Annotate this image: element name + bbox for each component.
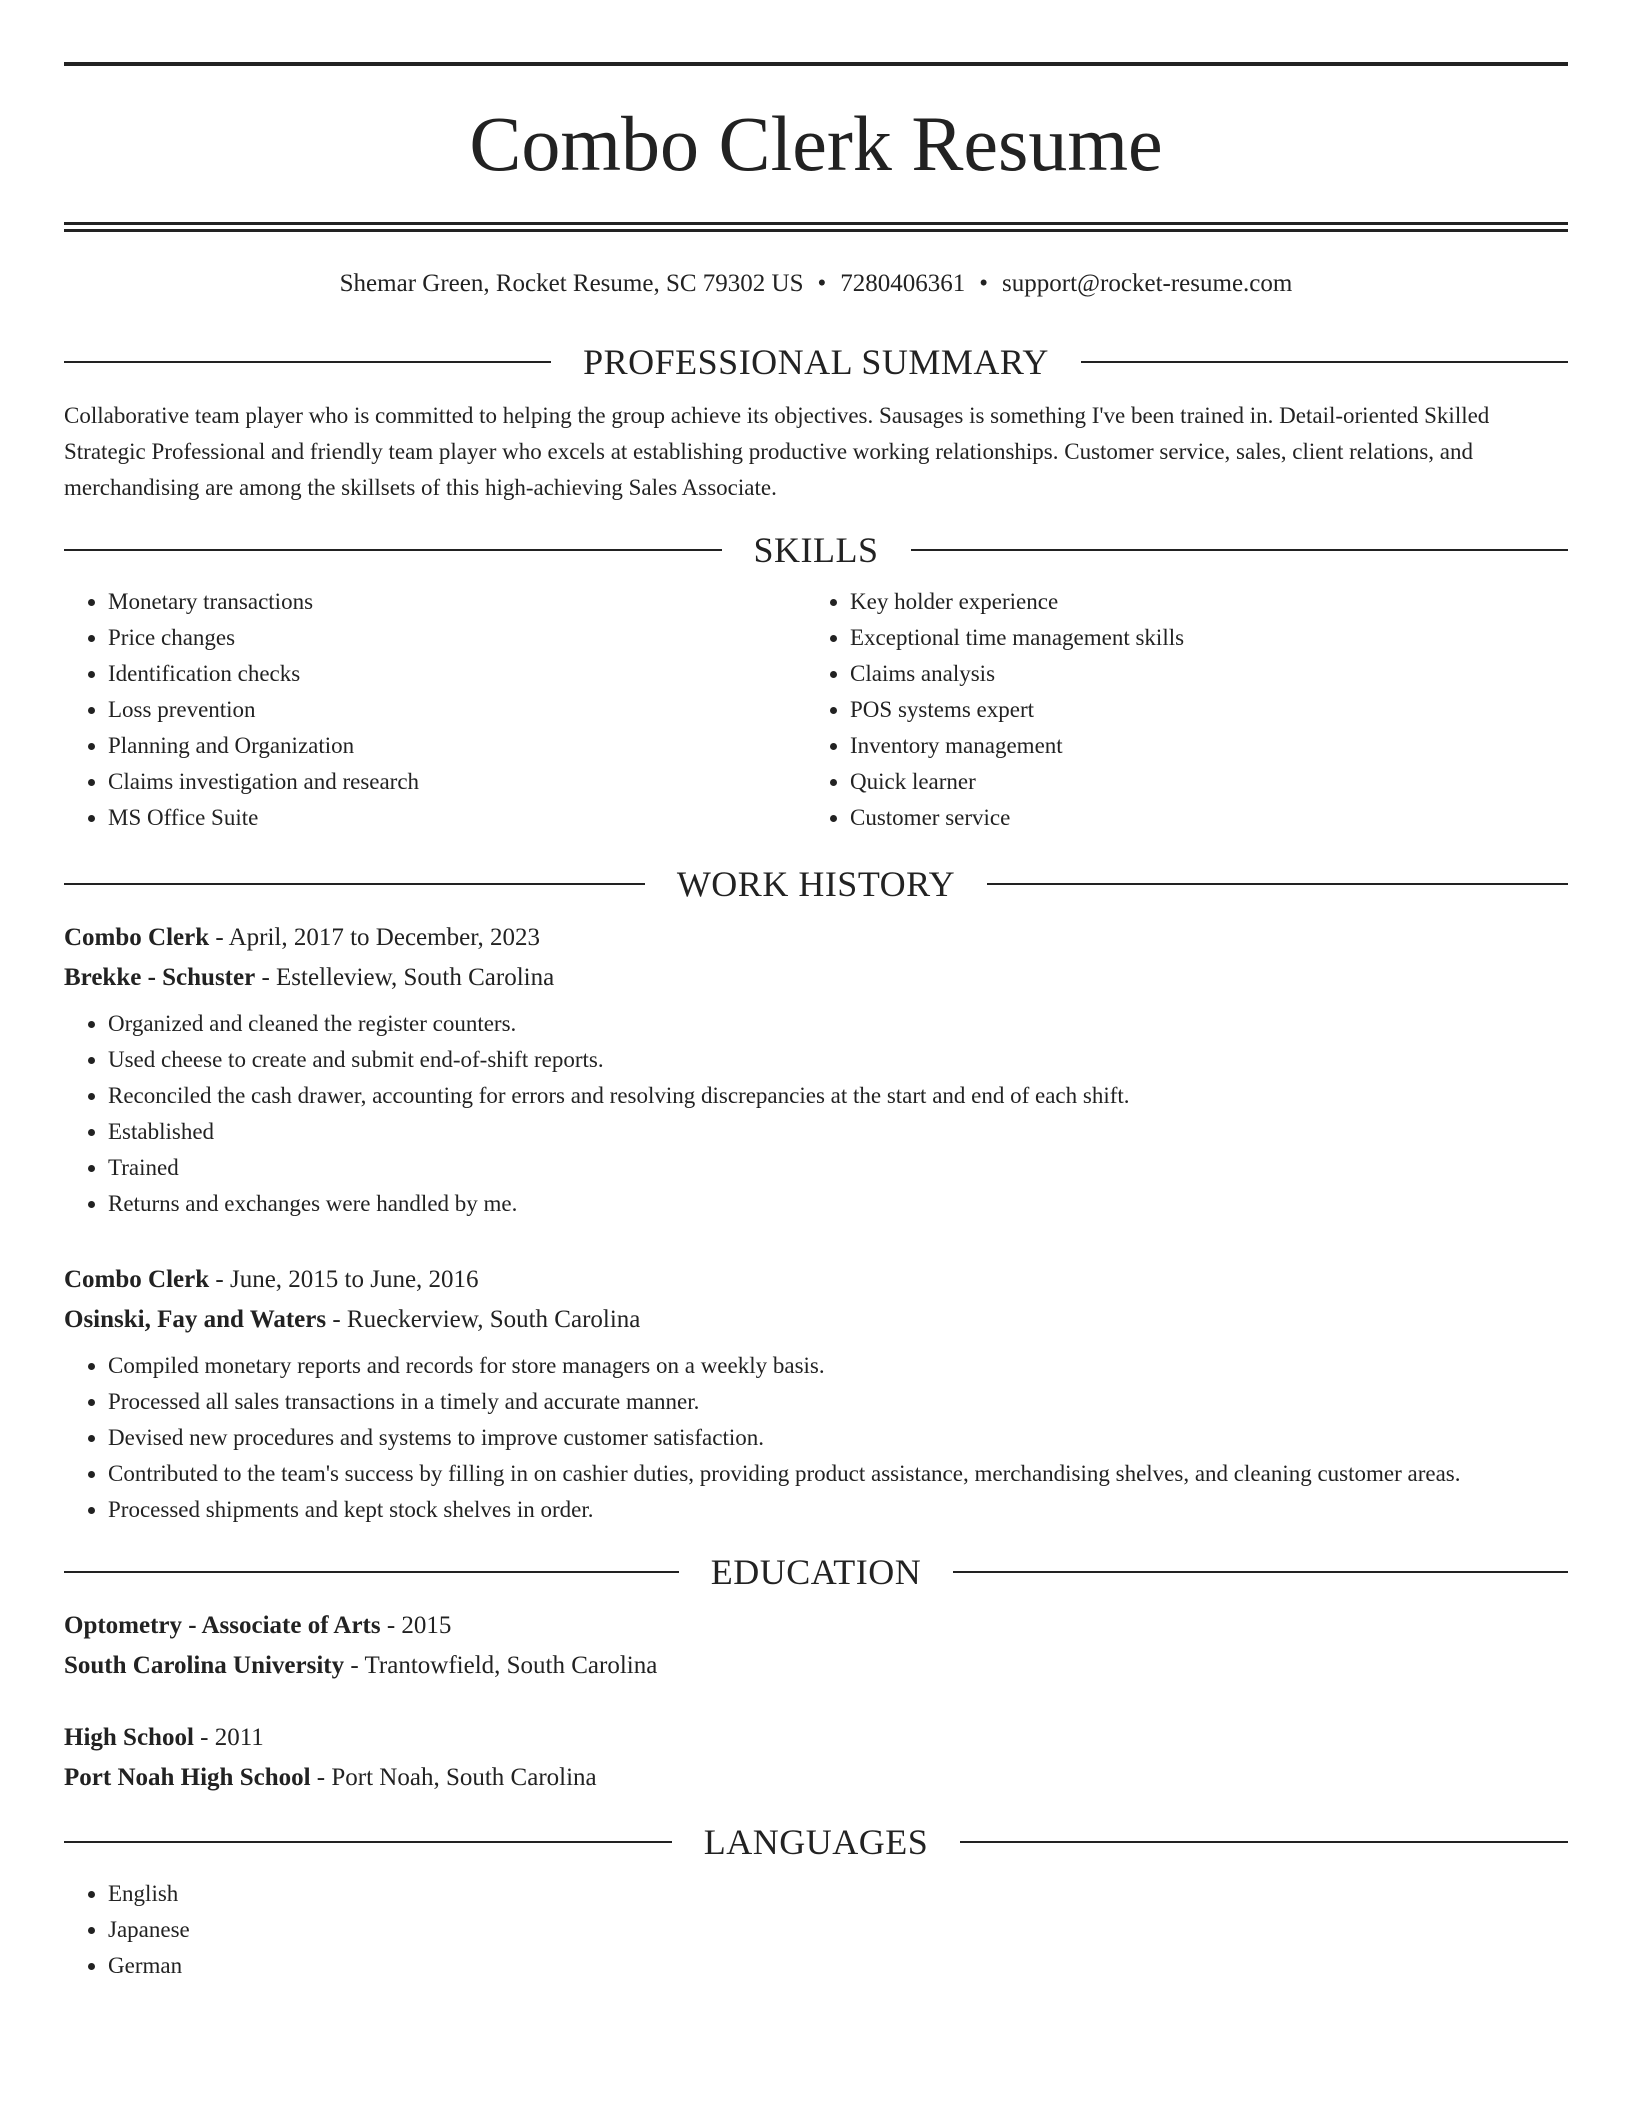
skill-item: • Key holder experience <box>850 584 1548 620</box>
heading-rule-right <box>1081 361 1568 363</box>
skill-item: • Customer service <box>850 800 1548 836</box>
skill-item: • Claims investigation and research <box>108 764 806 800</box>
skill-item: • Planning and Organization <box>108 728 806 764</box>
heading-rule-left <box>64 1571 679 1573</box>
education-school-line <box>64 1646 1568 1686</box>
education-location: - Port Noah, South Carolina <box>310 1764 597 1791</box>
job-bullets <box>64 1348 1568 1528</box>
skill-item: • POS systems expert <box>850 692 1548 728</box>
skill-item: • Identification checks <box>108 656 806 692</box>
top-rule <box>64 62 1568 66</box>
language-item: • English <box>108 1876 1568 1912</box>
heading-rule-right <box>960 1841 1568 1843</box>
education-entry <box>64 1718 1568 1798</box>
skill-item: • MS Office Suite <box>108 800 806 836</box>
skills-columns <box>64 584 1568 836</box>
work-heading-label: WORK HISTORY <box>676 864 956 904</box>
work-heading <box>64 862 1568 906</box>
job-entry <box>64 1260 1568 1528</box>
skills-left-list <box>64 584 806 836</box>
summary-text: Collaborative team player who is committed to helping the group achieve its objectives. Sausages is something I've been trained in. Detail-oriented Skilled Strategic Professional and friendly team player who excels at establishing productive working relationships. Customer service, sales, client relations, and merchandising are among the skillsets of this high-achieving Sales Associate. <box>64 403 1490 500</box>
heading-rule-left <box>64 883 645 885</box>
skills-right-list <box>806 584 1548 836</box>
job-dates: - June, 2015 to June, 2016 <box>209 1266 479 1293</box>
education-heading <box>64 1550 1568 1594</box>
heading-rule-left <box>64 1841 672 1843</box>
skill-item: • Quick learner <box>850 764 1548 800</box>
job-company: Brekke - Schuster <box>64 964 256 991</box>
education-degree: Optometry - Associate of Arts <box>64 1612 381 1639</box>
languages-list <box>64 1876 1568 1984</box>
language-item: • German <box>108 1948 1568 1984</box>
skills-heading <box>64 528 1568 572</box>
contact-email: support@rocket-resume.com <box>1002 270 1293 297</box>
job-bullet: • Devised new procedures and systems to improve customer satisfaction. <box>108 1420 1568 1456</box>
resume-page <box>64 62 1568 1984</box>
contact-line <box>64 268 1568 300</box>
heading-rule-left <box>64 361 551 363</box>
title-double-rule <box>64 222 1568 232</box>
job-bullet: • Used cheese to create and submit end-of-shift reports. <box>108 1042 1568 1078</box>
job-company-line <box>64 958 1568 998</box>
skill-item: • Claims analysis <box>850 656 1548 692</box>
job-bullet: • Processed shipments and kept stock shelves in order. <box>108 1492 1568 1528</box>
heading-rule-right <box>953 1571 1568 1573</box>
job-bullet: • Trained <box>108 1150 1568 1186</box>
skills-heading-label: SKILLS <box>753 530 879 570</box>
job-company-line <box>64 1300 1568 1340</box>
education-degree-line <box>64 1606 1568 1646</box>
job-bullets <box>64 1006 1568 1222</box>
education-degree-line <box>64 1718 1568 1758</box>
language-item: • Japanese <box>108 1912 1568 1948</box>
job-title-line <box>64 918 1568 958</box>
contact-phone: 7280406361 <box>840 270 966 297</box>
resume-title: Combo Clerk Resume <box>469 100 1163 187</box>
education-year: - 2015 <box>380 1612 452 1639</box>
skill-item: • Inventory management <box>850 728 1548 764</box>
languages-heading <box>64 1820 1568 1864</box>
skill-item: • Monetary transactions <box>108 584 806 620</box>
job-title: Combo Clerk <box>64 1266 210 1293</box>
contact-address: Shemar Green, Rocket Resume, SC 79302 US <box>339 270 804 297</box>
job-dates: - April, 2017 to December, 2023 <box>209 924 541 951</box>
education-school-line <box>64 1758 1568 1798</box>
skills-left-column <box>64 584 806 836</box>
skill-item: • Price changes <box>108 620 806 656</box>
job-bullet: • Compiled monetary reports and records for store managers on a weekly basis. <box>108 1348 1568 1384</box>
summary-heading <box>64 340 1568 384</box>
job-bullet: • Organized and cleaned the register counters. <box>108 1006 1568 1042</box>
summary-heading-label: PROFESSIONAL SUMMARY <box>583 342 1049 382</box>
job-bullet: • Established <box>108 1114 1568 1150</box>
heading-rule-right <box>911 549 1569 551</box>
education-heading-label: EDUCATION <box>710 1552 922 1592</box>
education-school: Port Noah High School <box>64 1764 311 1791</box>
job-location: - Rueckerview, South Carolina <box>326 1306 641 1333</box>
job-title-line <box>64 1260 1568 1300</box>
skills-right-column <box>806 584 1548 836</box>
job-title: Combo Clerk <box>64 924 210 951</box>
skill-item: • Exceptional time management skills <box>850 620 1548 656</box>
job-entry <box>64 918 1568 1222</box>
job-bullet: • Reconciled the cash drawer, accounting for errors and resolving discrepancies at the start and end of each shift. <box>108 1078 1568 1114</box>
job-bullet: • Processed all sales transactions in a timely and accurate manner. <box>108 1384 1568 1420</box>
education-location: - Trantowfield, South Carolina <box>344 1652 658 1679</box>
languages-heading-label: LANGUAGES <box>703 1822 929 1862</box>
skill-item: • Loss prevention <box>108 692 806 728</box>
education-entry <box>64 1606 1568 1686</box>
heading-rule-left <box>64 549 722 551</box>
job-bullet: • Contributed to the team's success by filling in on cashier duties, providing product assistance, merchandising shelves, and cleaning customer areas. <box>108 1456 1568 1492</box>
education-year: - 2011 <box>193 1724 264 1751</box>
job-bullet: • Returns and exchanges were handled by me. <box>108 1186 1568 1222</box>
heading-rule-right <box>987 883 1568 885</box>
contact-separator: • <box>817 270 827 297</box>
contact-separator: • <box>979 270 989 297</box>
job-location: - Estelleview, South Carolina <box>255 964 555 991</box>
education-degree: High School <box>64 1724 194 1751</box>
education-school: South Carolina University <box>64 1652 345 1679</box>
job-company: Osinski, Fay and Waters <box>64 1306 327 1333</box>
